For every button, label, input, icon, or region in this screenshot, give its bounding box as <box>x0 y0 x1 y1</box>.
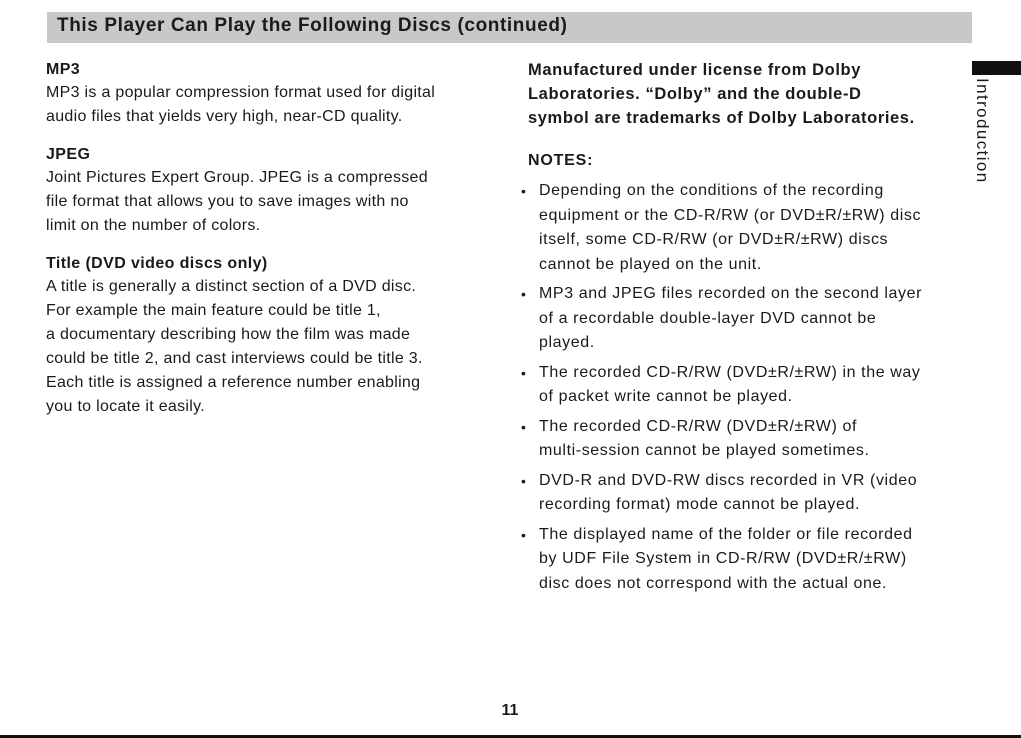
note-text-line: multi-session cannot be played sometimes. <box>539 442 870 459</box>
note-item <box>521 415 968 464</box>
note-text-line: played. <box>539 334 595 351</box>
body-text-line: A title is generally a distinct section of a DVD disc. <box>46 278 417 295</box>
note-text-line: disc does not correspond with the actual one. <box>539 574 888 592</box>
note-text-line: The displayed name of the folder or file recorded <box>539 525 913 543</box>
note-item <box>521 469 968 518</box>
note-text-line: by UDF File System in CD-R/RW (DVD±R/±RW) <box>539 550 907 567</box>
section-heading: Title (DVD video discs only) <box>46 255 268 272</box>
body-text-line: Joint Pictures Expert Group. JPEG is a compressed <box>46 169 428 186</box>
section-tab-marker <box>972 61 1021 75</box>
page-number: 11 <box>501 702 519 719</box>
note-text-line: Depending on the conditions of the recording <box>539 182 884 199</box>
note-text-line: recording format) mode cannot be played. <box>539 496 861 513</box>
note-text-line: MP3 and JPEG files recorded on the second layer <box>539 285 923 302</box>
bullet-icon: • <box>521 526 526 543</box>
license-text-line: Laboratories. “Dolby” and the double-D <box>528 85 862 103</box>
note-text-line: equipment or the CD-R/RW (or DVD±R/±RW) disc <box>539 206 922 224</box>
note-item <box>521 179 968 277</box>
body-text-line: you to locate it easily. <box>46 398 205 415</box>
note-item <box>521 361 968 410</box>
bullet-icon: • <box>521 286 526 302</box>
notes-list <box>521 179 968 596</box>
note-text-line: The recorded CD-R/RW (DVD±R/±RW) of <box>539 417 858 435</box>
note-text-line: The recorded CD-R/RW (DVD±R/±RW) in the way <box>539 363 921 381</box>
body-text-line: could be title 2, and cast interviews could be title 3. <box>46 350 423 367</box>
dolby-license-notice <box>528 58 968 130</box>
note-item <box>521 282 968 356</box>
note-text-line: of a recordable double-layer DVD cannot be <box>539 309 877 327</box>
body-text-line: limit on the number of colors. <box>46 217 261 234</box>
left-column <box>46 58 506 433</box>
section-tab-label: Introduction <box>973 78 992 184</box>
body-text-line: audio files that yields very high, near-CD quality. <box>46 108 403 125</box>
section-title <box>46 252 506 419</box>
license-text-line: Manufactured under license from Dolby <box>528 61 862 79</box>
bullet-icon: • <box>521 183 526 199</box>
body-text-line: For example the main feature could be title 1, <box>46 302 381 319</box>
note-text-line: cannot be played on the unit. <box>539 255 762 273</box>
bullet-icon: • <box>521 364 526 381</box>
note-text-line: of packet write cannot be played. <box>539 388 793 405</box>
section-mp3 <box>46 58 506 129</box>
bullet-icon: • <box>521 418 526 435</box>
section-heading: JPEG <box>46 146 91 163</box>
header-bar <box>47 12 972 43</box>
page-title: This Player Can Play the Following Discs (continued) <box>57 15 568 36</box>
body-text-line: MP3 is a popular compression format used for digital <box>46 84 436 101</box>
notes-heading: NOTES: <box>528 152 594 169</box>
note-item <box>521 523 968 597</box>
license-text-line: symbol are trademarks of Dolby Laboratories. <box>528 109 915 127</box>
body-text-line: file format that allows you to save images with no <box>46 193 409 210</box>
note-text-line: DVD-R and DVD-RW discs recorded in VR (video <box>539 471 918 489</box>
right-column <box>521 58 968 601</box>
note-text-line: itself, some CD-R/RW (or DVD±R/±RW) discs <box>539 231 889 248</box>
section-jpeg <box>46 143 506 238</box>
body-text-line: Each title is assigned a reference number enabling <box>46 374 421 391</box>
bullet-icon: • <box>521 472 526 489</box>
body-text-line: a documentary describing how the film was made <box>46 326 411 343</box>
section-heading: MP3 <box>46 61 81 78</box>
